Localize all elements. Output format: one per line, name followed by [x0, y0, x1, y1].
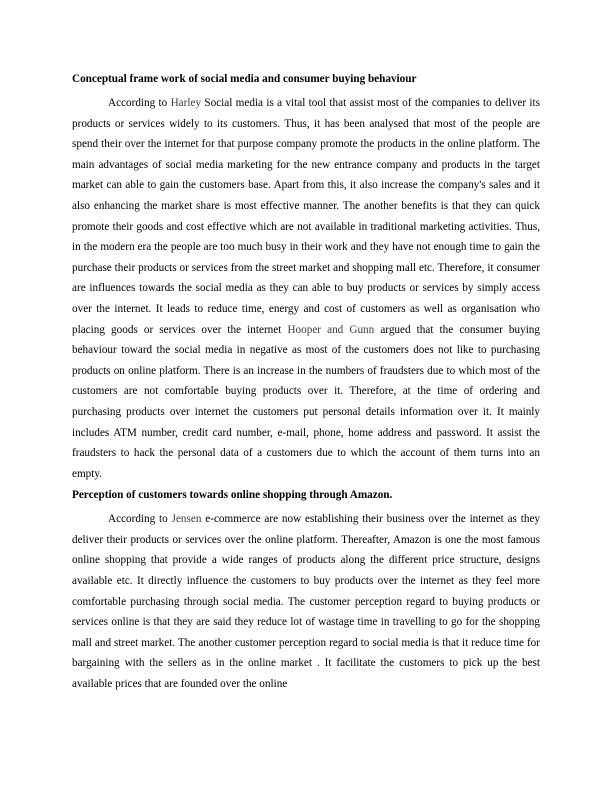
- paragraph-text: e-commerce are now establishing their business over the internet as they deliver their products or services over the online platform. Thereafter, Amazon is one the most famous online shopping that provide a wide ranges of products along the different price structure, designs available etc. It directly influence the customers to buy products over the internet as they feel more comfortable purchasing through social media. The customer perception regard to buying products or services online is that they are said they reduce lot of wastage time in travelling to go for the shopping mall and street market. The another customer perception regard to social media is that it reduce time for bargaining with the sellers as in the online market . It facilitate the customers to pick up the best available prices that are founded over the online: [72, 513, 540, 691]
- page-content: [72, 72, 540, 699]
- paragraph-text: According to: [108, 513, 172, 526]
- citation-jensen: Jensen: [171, 513, 202, 526]
- citation-harley: Harley: [170, 97, 202, 109]
- section-heading-amazon-perception: Perception of customers towards online shopping through Amazon.: [72, 489, 393, 502]
- paragraph-text: According to: [108, 97, 171, 109]
- section-heading-conceptual-framework: Conceptual frame work of social media and consumer buying behaviour: [72, 73, 417, 85]
- paragraph-social-media-consumer-behaviour: [72, 93, 540, 484]
- paragraph-amazon-perception: [72, 509, 540, 694]
- paragraph-text: Social media is a vital tool that assist most of the companies to deliver its products or services widely to its customers. Thus, it has been analysed that most of the people are spend their over the internet for that purpose company promote the products in the online platform. The main advantages of social media marketing for the new entrance company and products in the target market can able to gain the customers base. Apart from this, it also increase the company's sales and it also enhancing the market share is most effective manner. The another benefits is that they can quick promote their goods and cost effective which are not available in traditional marketing activities. Thus, in the modern era the people are too much busy in their work and they have not enough time to gain the purchase their products or services from the street market and shopping mall etc. Therefore, it consumer are influences towards the social media as they can able to buy products or services by simply access over the internet. It leads to reduce time, energy and cost of customers as well as organisation who placing goods or services over the internet: [72, 97, 541, 336]
- paragraph-text: argued that the consumer buying behaviour toward the social media in negative as most of the customers does not like to purchasing products on online platform. There is an increase in the numbers of fraudsters due to which most of the customers are not comfortable buying products over it. Therefore, at the time of ordering and purchasing products over internet the customers put personal details information over it. It mainly includes ATM number, credit card number, e-mail, phone, home address and password. It assist the fraudsters to hack the personal data of a customers due to which the account of them turns into an empty.: [72, 323, 540, 480]
- citation-hooper-and-gunn: Hooper and Gunn: [287, 323, 375, 336]
